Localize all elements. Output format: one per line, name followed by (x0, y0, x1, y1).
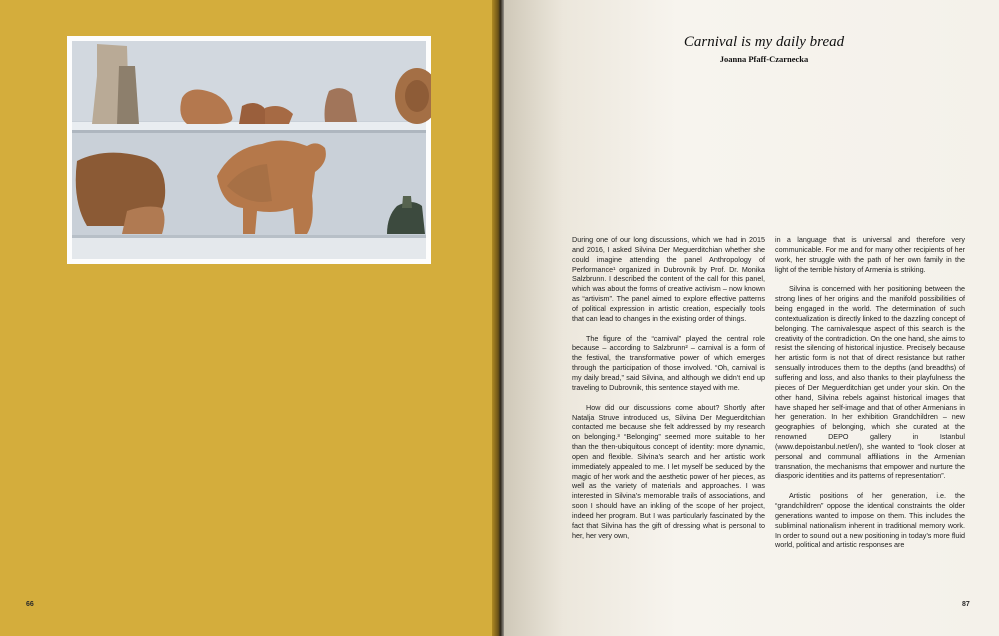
page-number-right: 87 (962, 601, 970, 608)
left-page (0, 0, 498, 636)
paragraph: The figure of the “carnival” played the central role because – according to Salzbrunn² – carnival is a form of the festival, the transformative power of which emerges through the participation of those involved. “Oh, carnival is my daily bread,” said Silvina, and although we didn’t end up traveling to Dubrovnik, this sentence stayed with me. (572, 333, 765, 392)
article-author: Joanna Pfaff-Czarnecka (719, 54, 809, 64)
page-number-left: 66 (26, 601, 34, 608)
paragraph: How did our discussions come about? Shortly after Natalja Struve introduced us, Silvina Der Meguerditchian contacted me because she felt addressed by my research on belonging.³ “Belonging” seemed more suitable to her than the then-ubiquitous concept of identity: more dynamic, open and flexible. Silvina’s search and her artistic work immediately appealed to me. I let myself be seduced by the magic of her work and the aesthetic power of her pieces, as well as the variety of materials and approaches. I was interested in Silvina’s memorable trails of associations, and soon I should have an inkling of the scope of her project, indeed her program. But I was particularly fascinated by the fact that Silvina has the gift of dressing what is personal to her, her very own, (572, 402, 765, 540)
figurines-photo (67, 36, 431, 264)
paragraph: Silvina is concerned with her positioning between the strong lines of her origins and the manifold possibilities of being engaged in the world. The determination of such contextualization is directly linked to the dazzling concept of belonging. The carnivalesque aspect of this search is the creativity of the contradiction. On the one hand, she aims to resist the silencing of historical injustice. Precisely because her artistic form is not that of direct resistance but rather sensually introduces them to the depths (and breadths) of suffering and loss, and also thanks to their playfulness the pieces of Der Meguerditchian get under your skin. On the other hand, Silvina rebels against historical images that have shaped her self-image and that of other Armenians in her generation. In her exhibition Grandchildren – new geographies of belonging, which she curated at the renowned DEPO gallery in Istanbul (www.depoistanbul.net/en/), she wanted to “look closer at personal and communal affiliations in the Armenian transnation, the mechanisms that empower and nurture the diasporic identities and its patterns of representation”. (775, 284, 965, 481)
paragraph: in a language that is universal and therefore very communicable. For me and for many other recipients of her work, her struggle with the path of her own family in the light of the terrible history of Armenia is striking. (775, 235, 965, 274)
figurines-photo-graphic (67, 36, 431, 264)
paragraph: During one of our long discussions, which we had in 2015 and 2016, I asked Silvina Der Meguerditchian whether she could imagine attending the panel Anthropology of Performance¹ organized in Dubrovnik by Prof. Dr. Monika Salzbrunn. I described the content of the call for this panel, which was about the forms of creative activism – now known as “artivism”. The panel aimed to explore effective patterns of political expression in artistic creation, especially tools that can lead to changes in the existing order of things. (572, 235, 765, 323)
paragraph: Artistic positions of her generation, i.e. the “grandchildren” oppose the identical constraints the older generations wanted to impose on them. This includes the subliminal nationalism inherent in traditional memory work. In order to sound out a new positioning in today’s more fluid world, political and artistic responses are (775, 491, 965, 550)
text-column-1 (572, 235, 765, 550)
text-column-2 (775, 235, 965, 560)
article-title: Carnival is my daily bread (683, 34, 845, 50)
